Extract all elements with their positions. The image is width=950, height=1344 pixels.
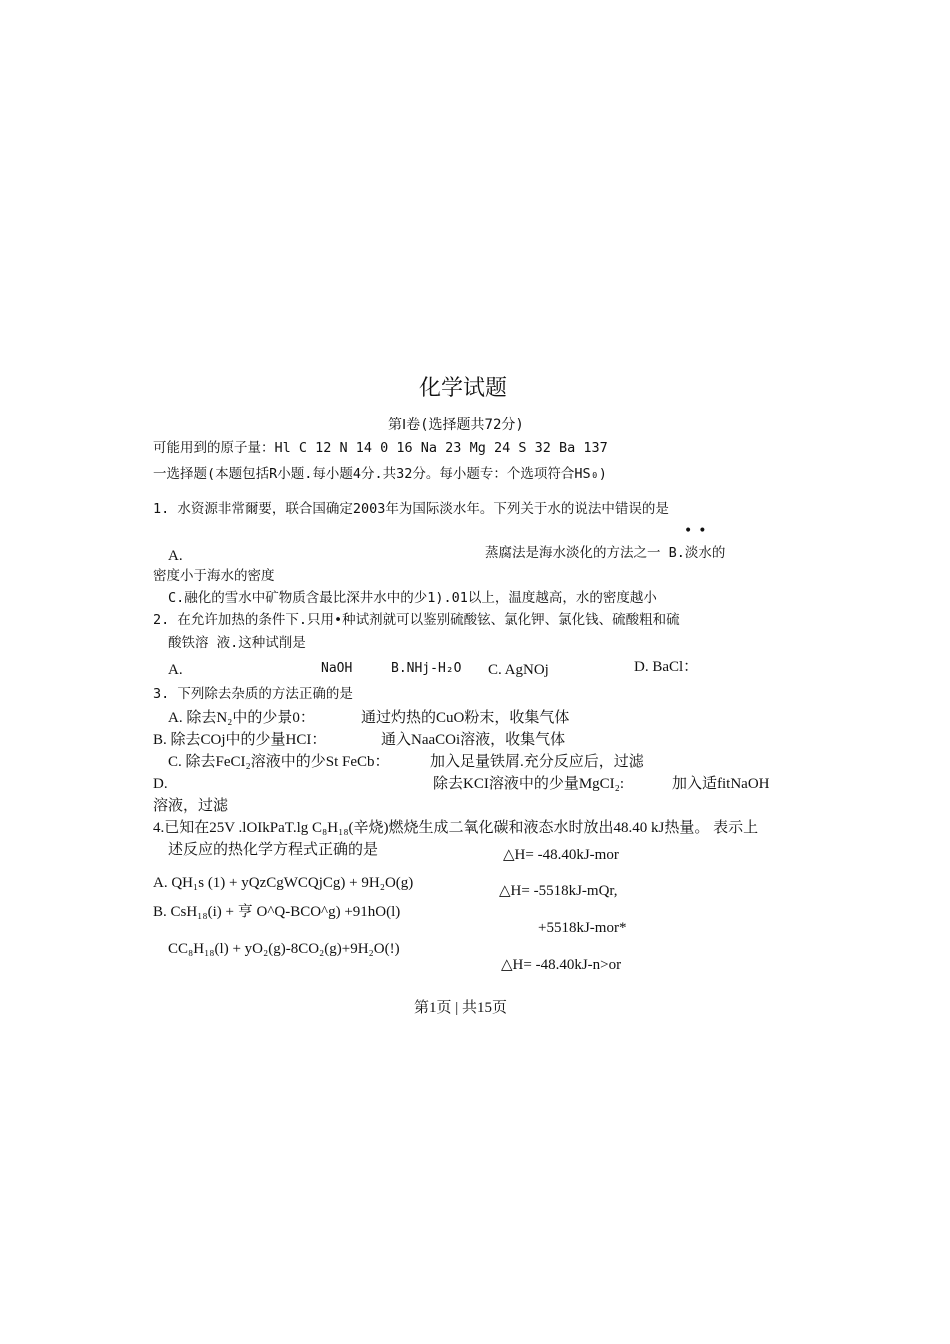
q3-option-d-label: D. <box>153 776 168 792</box>
q1-option-c: C.融化的雪水中矿物质含最比深井水中的少1).01以上，温度越高，水的密度越小 <box>168 590 657 606</box>
q4-enthalpy-3: +5518kJ-mor* <box>538 920 627 936</box>
q3-stem: 3. 下列除去杂质的方法正确的是 <box>153 686 353 702</box>
q2-stem-line2: 酸铁溶 液.这种试削是 <box>168 635 306 651</box>
q3-option-c-left: C. 除去FeCI₂溶液中的少St FeCb： <box>168 754 390 770</box>
q2-option-a-label: A. <box>168 662 183 678</box>
page-title: 化学试题 <box>419 376 508 401</box>
q4-stem-line1: 4.已知在25V .lOIkPaT.lg C₈H₁₈(辛烧)燃烧生成二氧化碳和液态水时放出48.40 kJ热量。 表示上 <box>153 820 759 836</box>
q3-option-a-left: A. 除去N₂中的少景0： <box>168 710 315 726</box>
q4-option-a: A. QH₁s (1) + yQzCgWCQjCg) + 9H₂O(g) <box>153 875 414 891</box>
q2-option-c: C. AgNOj <box>488 662 549 678</box>
q3-option-d-right: 加入适fitNaOH <box>672 776 770 792</box>
q2-option-b: B.NHj-H₂O <box>391 661 462 676</box>
q4-stem-line2: 述反应的热化学方程式正确的是 <box>168 842 379 858</box>
instructions: 一选择题(本题包括R小题.每小题4分.共32分。每小题专：个选项符合HS₀) <box>153 466 607 482</box>
q1-stem: 1. 水资源非常爾要，联合国确定2003年为国际淡水年。下列关于水的说法中错误的是 <box>153 501 669 517</box>
q3-option-d-cont: 溶液，过滤 <box>153 798 229 814</box>
q2-stem-line1: 2. 在允许加热的条件下.只用•种试剂就可以鉴别硫酸铉、氯化钾、氯化钱、硫酸粗和硫 <box>153 612 680 628</box>
q3-option-c-right: 加入足量铁屑.充分反应后，过滤 <box>430 754 644 770</box>
page-footer: 第1页 | 共15页 <box>414 1000 508 1016</box>
q2-option-a: NaOH <box>321 661 353 676</box>
q1-option-a: 蒸腐法是海水淡化的方法之一 B.淡水的 <box>485 545 726 561</box>
q4-enthalpy-1: △H= -48.40kJ-mor <box>503 847 619 863</box>
section-header: 第Ⅰ卷(选择题共72分) <box>388 417 524 433</box>
q1-emphasis-dots: •• <box>684 523 713 539</box>
q2-option-d: D. BaCl： <box>634 659 699 675</box>
atomic-mass-line: 可能用到的原子量：Hl C 12 N 14 0 16 Na 23 Mg 24 S 32 Ba 137 <box>153 440 608 456</box>
q3-option-d-mid: 除去KCI溶液中的少量MgCI₂: <box>433 776 625 792</box>
q4-option-c: CC₈H₁₈(l) + yO₂(g)-8CO₂(g)+9H₂O(!) <box>168 941 400 957</box>
q3-option-a-right: 通过灼热的CuO粉末，收集气体 <box>361 710 570 726</box>
q4-option-b: B. CsH₁₈(i) + 亨 O^Q-BCO^g) +91hO(l) <box>153 904 401 920</box>
q3-option-b-right: 通入NaaCOi溶液，收集气体 <box>381 732 566 748</box>
q3-option-b-left: B. 除去COj中的少量HCI： <box>153 732 327 748</box>
q1-option-a-label: A. <box>168 548 183 564</box>
q1-option-a-cont: 密度小于海水的密度 <box>153 568 275 584</box>
q4-enthalpy-4: △H= -48.40kJ-n>or <box>501 957 622 973</box>
q4-enthalpy-2: △H= -5518kJ-mQr, <box>499 883 618 899</box>
